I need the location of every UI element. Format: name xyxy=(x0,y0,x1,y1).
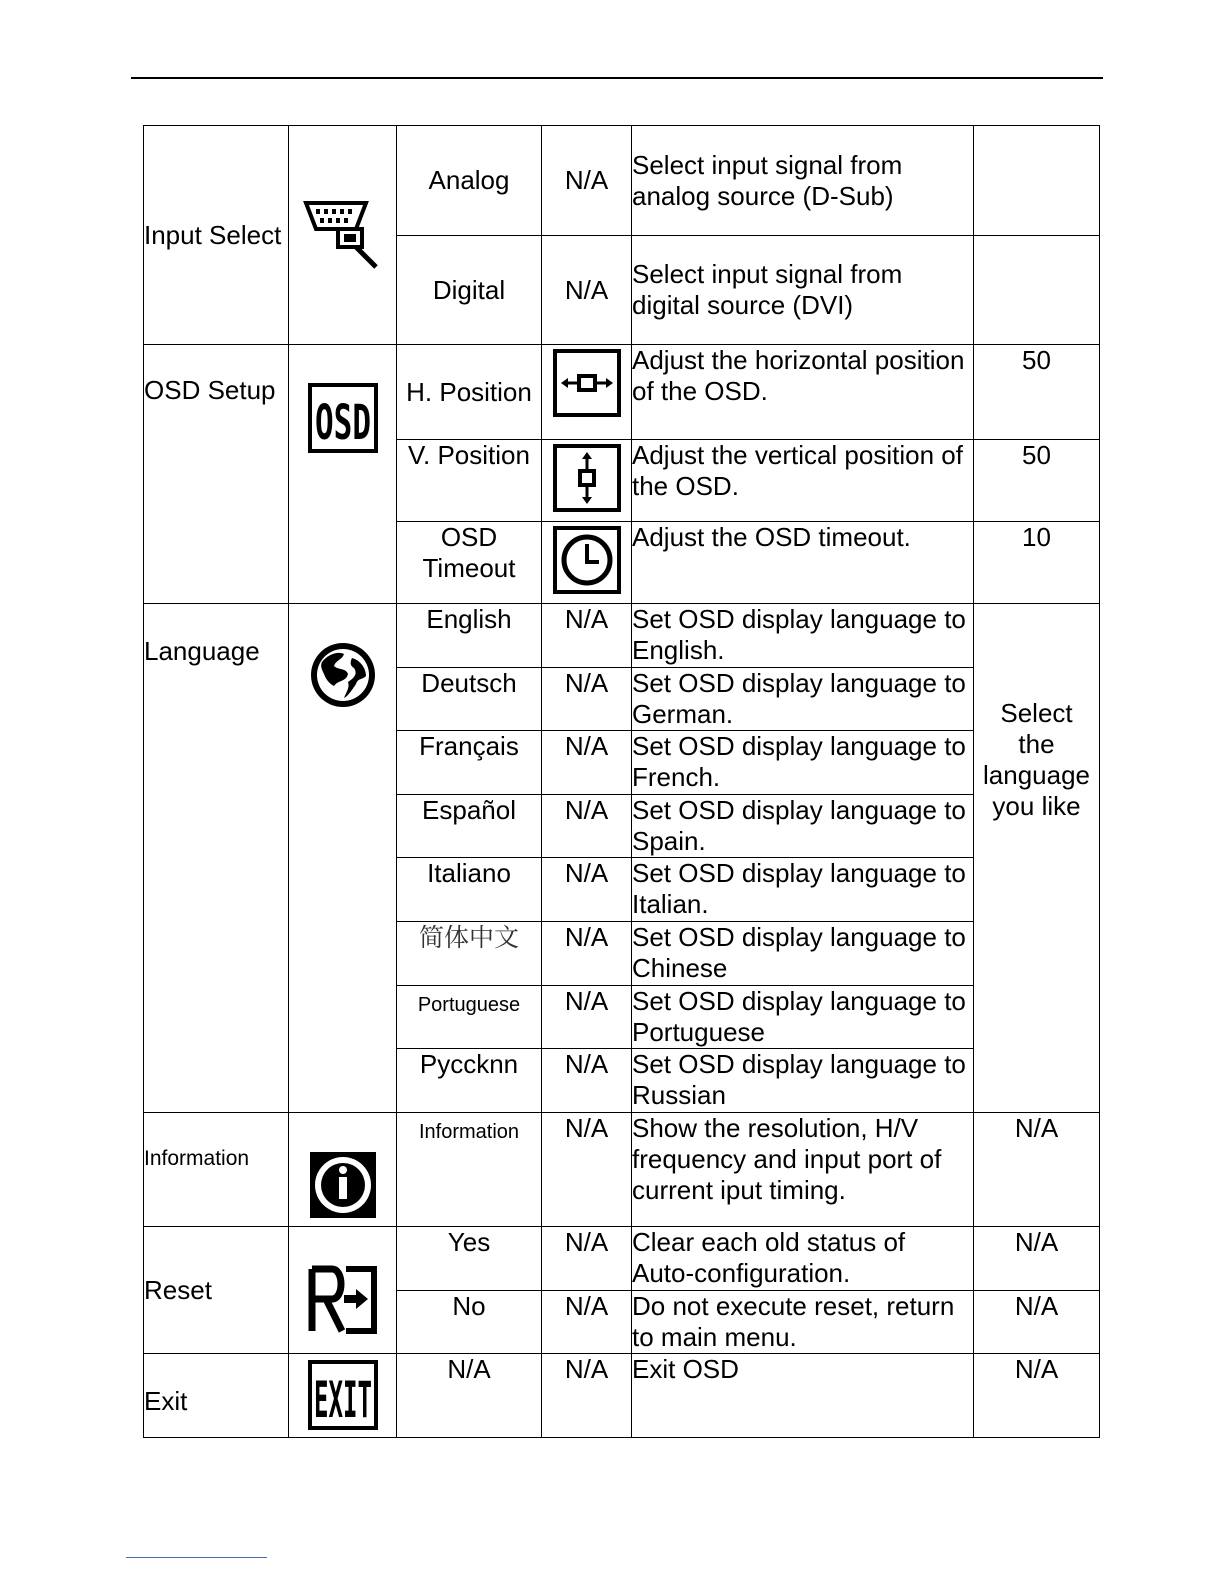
table-row xyxy=(144,1354,1100,1438)
adjust-label: N/A xyxy=(542,1113,632,1227)
description: Exit OSD xyxy=(632,1354,974,1438)
table-row xyxy=(144,604,1100,668)
default-value xyxy=(974,236,1100,345)
menu-item-label: Information xyxy=(144,1113,289,1227)
reset-icon xyxy=(289,1227,397,1354)
menu-item-label: Input Select xyxy=(144,126,289,345)
header-rule xyxy=(131,77,1103,79)
adjust-label: N/A xyxy=(542,1049,632,1113)
adjust-label: N/A xyxy=(542,668,632,731)
menu-item-label: Exit xyxy=(144,1354,289,1438)
input-select-icon xyxy=(289,126,397,345)
globe-icon xyxy=(289,604,397,1113)
adjust-label: N/A xyxy=(542,986,632,1049)
description: Do not execute reset, return to main menu. xyxy=(632,1291,974,1354)
sub-menu-label: Information xyxy=(397,1113,542,1227)
table-row xyxy=(144,345,1100,440)
adjust-label: N/A xyxy=(542,126,632,236)
description: Set OSD display language to Portuguese xyxy=(632,986,974,1049)
osd-icon xyxy=(289,345,397,604)
menu-item-label: Language xyxy=(144,604,289,1113)
sub-menu-label: N/A xyxy=(397,1354,542,1438)
sub-menu-label: English xyxy=(397,604,542,668)
sub-menu-label: Deutsch xyxy=(397,668,542,731)
default-value: Select the language you like xyxy=(983,698,1090,821)
language-default-value xyxy=(974,604,1100,1113)
description: Set OSD display language to Russian xyxy=(632,1049,974,1113)
adjust-label: N/A xyxy=(542,731,632,795)
table-row xyxy=(144,1113,1100,1227)
adjust-label: N/A xyxy=(542,922,632,986)
sub-menu-label: No xyxy=(397,1291,542,1354)
menu-item-label: Reset xyxy=(144,1227,289,1354)
default-value: N/A xyxy=(974,1113,1100,1227)
description: Set OSD display language to Spain. xyxy=(632,795,974,858)
description: Set OSD display language to Chinese xyxy=(632,922,974,986)
table-row xyxy=(144,1227,1100,1291)
osd-function-table xyxy=(143,125,1100,1438)
sub-menu-label: Pyccknn xyxy=(397,1049,542,1113)
vertical-arrows-icon xyxy=(542,440,632,522)
exit-icon xyxy=(289,1354,397,1438)
sub-menu-label: Français xyxy=(397,731,542,795)
sub-menu-label: Analog xyxy=(397,126,542,236)
default-value: 10 xyxy=(974,522,1100,604)
description: Set OSD display language to English. xyxy=(632,604,974,668)
sub-menu-label: OSD Timeout xyxy=(397,522,542,604)
adjust-label: N/A xyxy=(542,604,632,668)
default-value: 50 xyxy=(974,345,1100,440)
description: Select input signal from analog source (D-Sub) xyxy=(632,126,974,236)
description: Set OSD display language to German. xyxy=(632,668,974,731)
adjust-label: N/A xyxy=(542,236,632,345)
horizontal-arrows-icon xyxy=(542,345,632,440)
adjust-label: N/A xyxy=(542,1227,632,1291)
sub-menu-label: H. Position xyxy=(397,345,542,440)
adjust-label: N/A xyxy=(542,1291,632,1354)
svg-text:OSD: OSD xyxy=(314,395,371,451)
description: Set OSD display language to French. xyxy=(632,731,974,795)
sub-menu-label: Español xyxy=(397,795,542,858)
default-value: N/A xyxy=(974,1354,1100,1438)
default-value: 50 xyxy=(974,440,1100,522)
description: Set OSD display language to Italian. xyxy=(632,858,974,922)
sub-menu-label: Digital xyxy=(397,236,542,345)
sub-menu-label: Portuguese xyxy=(397,986,542,1049)
default-value: N/A xyxy=(974,1291,1100,1354)
default-value xyxy=(974,126,1100,236)
menu-item-label: OSD Setup xyxy=(144,345,289,604)
description: Adjust the vertical position of the OSD. xyxy=(632,440,974,522)
description: Adjust the OSD timeout. xyxy=(632,522,974,604)
clock-icon xyxy=(542,522,632,604)
adjust-label: N/A xyxy=(542,795,632,858)
table-row xyxy=(144,126,1100,236)
description: Clear each old status of Auto-configuration. xyxy=(632,1227,974,1291)
sub-menu-label: Yes xyxy=(397,1227,542,1291)
footnote-rule xyxy=(126,1557,267,1558)
description: Adjust the horizontal position of the OSD. xyxy=(632,345,974,440)
info-icon xyxy=(289,1113,397,1227)
sub-menu-label: 简体中文 xyxy=(397,922,542,986)
svg-text:EXIT: EXIT xyxy=(313,1371,372,1429)
adjust-label: N/A xyxy=(542,858,632,922)
description: Select input signal from digital source (DVI) xyxy=(632,236,974,345)
adjust-label: N/A xyxy=(542,1354,632,1438)
description: Show the resolution, H/V frequency and input port of current iput timing. xyxy=(632,1113,974,1227)
sub-menu-label: V. Position xyxy=(397,440,542,522)
sub-menu-label: Italiano xyxy=(397,858,542,922)
default-value: N/A xyxy=(974,1227,1100,1291)
